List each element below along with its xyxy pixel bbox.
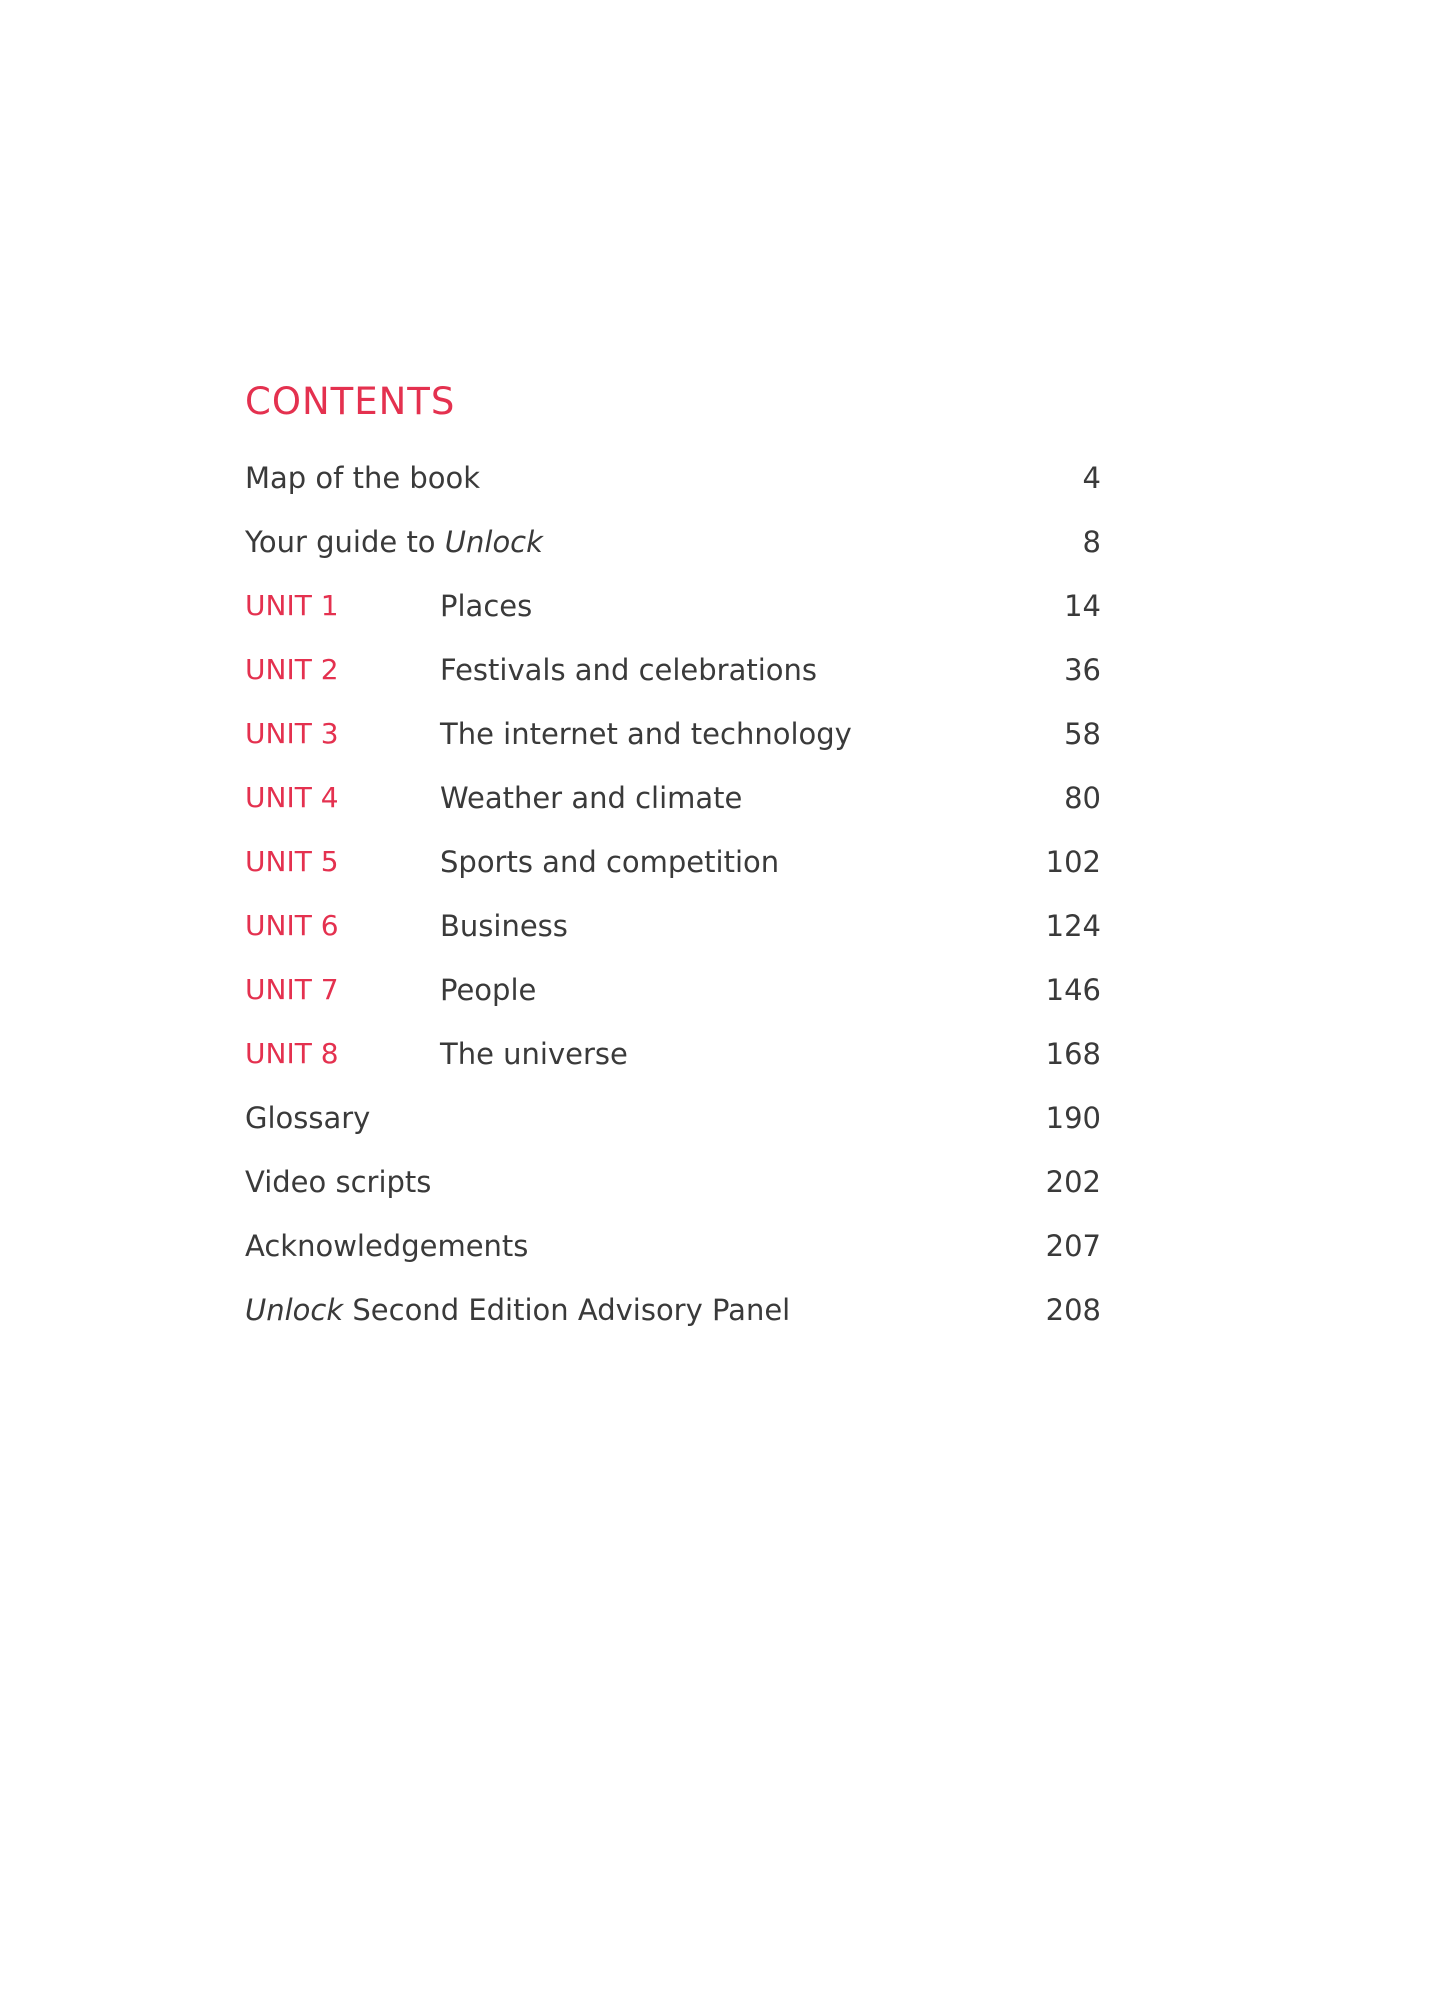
toc-entry-label: Video scripts [245, 1165, 432, 1199]
contents-title: CONTENTS [245, 380, 456, 423]
toc-row-acknowledgements[interactable] [0, 1226, 1431, 1266]
toc-entry-label [245, 1290, 790, 1330]
toc-row-unit-6[interactable] [0, 906, 1431, 946]
toc-unit-label: UNIT 4 [245, 781, 339, 814]
toc-page-number: 207 [1045, 1229, 1101, 1263]
toc-unit-label: UNIT 7 [245, 973, 339, 1006]
toc-entry-label: Acknowledgements [245, 1229, 529, 1263]
toc-row-your-guide[interactable] [0, 522, 1431, 562]
toc-unit-label: UNIT 8 [245, 1037, 339, 1070]
toc-unit-topic: Sports and competition [440, 845, 780, 879]
toc-row-map-of-the-book[interactable] [0, 458, 1431, 498]
toc-page-number: 102 [1045, 845, 1101, 879]
toc-page-number: 208 [1045, 1293, 1101, 1327]
toc-page-number: 190 [1045, 1101, 1101, 1135]
toc-unit-label: UNIT 1 [245, 589, 339, 622]
toc-row-unit-7[interactable] [0, 970, 1431, 1010]
toc-page-number: 58 [1064, 717, 1101, 751]
toc-row-unit-8[interactable] [0, 1034, 1431, 1074]
toc-row-glossary[interactable] [0, 1098, 1431, 1138]
toc-row-unit-5[interactable] [0, 842, 1431, 882]
toc-row-video-scripts[interactable] [0, 1162, 1431, 1202]
toc-unit-topic: The universe [440, 1037, 628, 1071]
toc-entry-label: Glossary [245, 1101, 371, 1135]
toc-unit-topic: The internet and technology [440, 717, 852, 751]
toc-page-number: 202 [1045, 1165, 1101, 1199]
toc-page-number: 124 [1045, 909, 1101, 943]
toc-page-number: 80 [1064, 781, 1101, 815]
toc-page-number: 8 [1082, 525, 1101, 559]
toc-unit-topic: People [440, 973, 537, 1007]
toc-unit-topic: Weather and climate [440, 781, 743, 815]
toc-unit-topic: Business [440, 909, 568, 943]
toc-row-unit-4[interactable] [0, 778, 1431, 818]
toc-row-unit-1[interactable] [0, 586, 1431, 626]
toc-page-number: 14 [1064, 589, 1101, 623]
toc-page-number: 4 [1082, 461, 1101, 495]
toc-unit-topic: Places [440, 589, 533, 623]
toc-unit-label: UNIT 3 [245, 717, 339, 750]
toc-entry-label-italic: Unlock [245, 1293, 344, 1327]
toc-row-unit-3[interactable] [0, 714, 1431, 754]
toc-unit-label: UNIT 2 [245, 653, 339, 686]
toc-unit-label: UNIT 5 [245, 845, 339, 878]
toc-unit-topic: Festivals and celebrations [440, 653, 818, 687]
toc-entry-label-text: Your guide to [245, 525, 445, 559]
toc-page-number: 168 [1045, 1037, 1101, 1071]
toc-page-number: 36 [1064, 653, 1101, 687]
toc-entry-label: Map of the book [245, 461, 481, 495]
toc-entry-label-italic: Unlock [444, 525, 543, 559]
toc-row-advisory-panel[interactable] [0, 1290, 1431, 1330]
toc-row-unit-2[interactable] [0, 650, 1431, 690]
toc-entry-label-text: Second Edition Advisory Panel [343, 1293, 791, 1327]
toc-entry-label [245, 522, 543, 562]
toc-page-number: 146 [1045, 973, 1101, 1007]
toc-unit-label: UNIT 6 [245, 909, 339, 942]
